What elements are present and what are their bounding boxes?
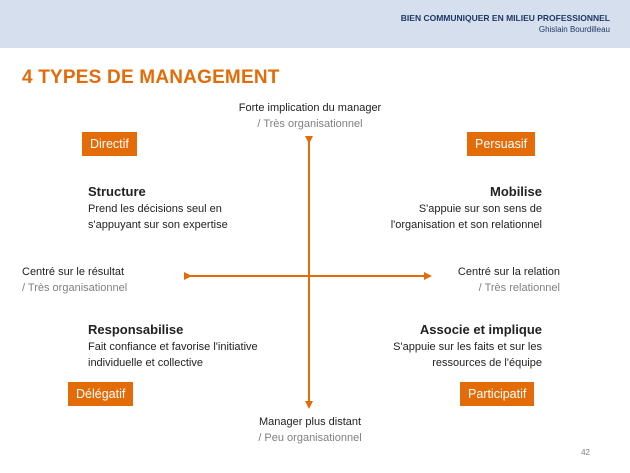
badge-persuasif: Persuasif	[467, 132, 535, 156]
axis-bottom-label	[210, 414, 410, 446]
quadrant-bottom-right-line2: ressources de l'équipe	[432, 357, 542, 369]
axis-right-sub: / Très relationnel	[478, 282, 560, 294]
quadrant-top-left-title: Structure	[88, 184, 146, 199]
quadrant-bottom-right-line1: S'appuie sur les faits et sur les	[393, 341, 542, 353]
axis-right-label	[458, 264, 560, 296]
quadrant-top-right-line2: l'organisation et son relationnel	[390, 219, 542, 231]
axis-right-main: Centré sur la relation	[457, 266, 560, 278]
page-number: 42	[581, 448, 590, 457]
axis-bottom-main: Manager plus distant	[258, 416, 362, 428]
axis-left-label	[22, 264, 127, 296]
quadrant-top-left-line2: s'appuyant sur son expertise	[88, 219, 228, 231]
axis-top-sub: / Très organisationnel	[257, 118, 363, 130]
quadrant-bottom-left-title: Responsabilise	[88, 322, 184, 337]
quadrant-top-right-line1: S'appuie sur son sens de	[418, 203, 542, 215]
axis-top-main: Forte implication du manager	[238, 102, 382, 114]
quadrant-bottom-right-title: Associe et implique	[419, 322, 542, 337]
axis-bottom-sub: / Peu organisationnel	[258, 432, 362, 444]
quadrant-bottom-left-line1: Fait confiance et favorise l'initiative	[88, 341, 258, 353]
badge-directif: Directif	[82, 132, 137, 156]
quadrant-bottom-left-line2: individuelle et collective	[88, 357, 203, 369]
slide-title: 4 TYPES DE MANAGEMENT	[22, 67, 280, 88]
quadrant-top-right	[391, 183, 542, 233]
axis-left-sub: / Très organisationnel	[22, 282, 128, 294]
quadrant-bottom-left	[88, 321, 258, 371]
header-author: Ghislain Bourdilleau	[538, 25, 610, 34]
quadrant-top-left	[88, 183, 228, 233]
badge-participatif: Participatif	[460, 382, 534, 406]
axis-top-label	[210, 100, 410, 132]
axis-left-main: Centré sur le résultat	[22, 266, 125, 278]
quadrant-top-right-title: Mobilise	[489, 184, 542, 199]
quadrant-bottom-right	[393, 321, 542, 371]
quadrant-top-left-line1: Prend les décisions seul en	[88, 203, 222, 215]
header-title: BIEN COMMUNIQUER EN MILIEU PROFESSIONNEL	[400, 13, 610, 23]
badge-delegatif: Délégatif	[68, 382, 133, 406]
